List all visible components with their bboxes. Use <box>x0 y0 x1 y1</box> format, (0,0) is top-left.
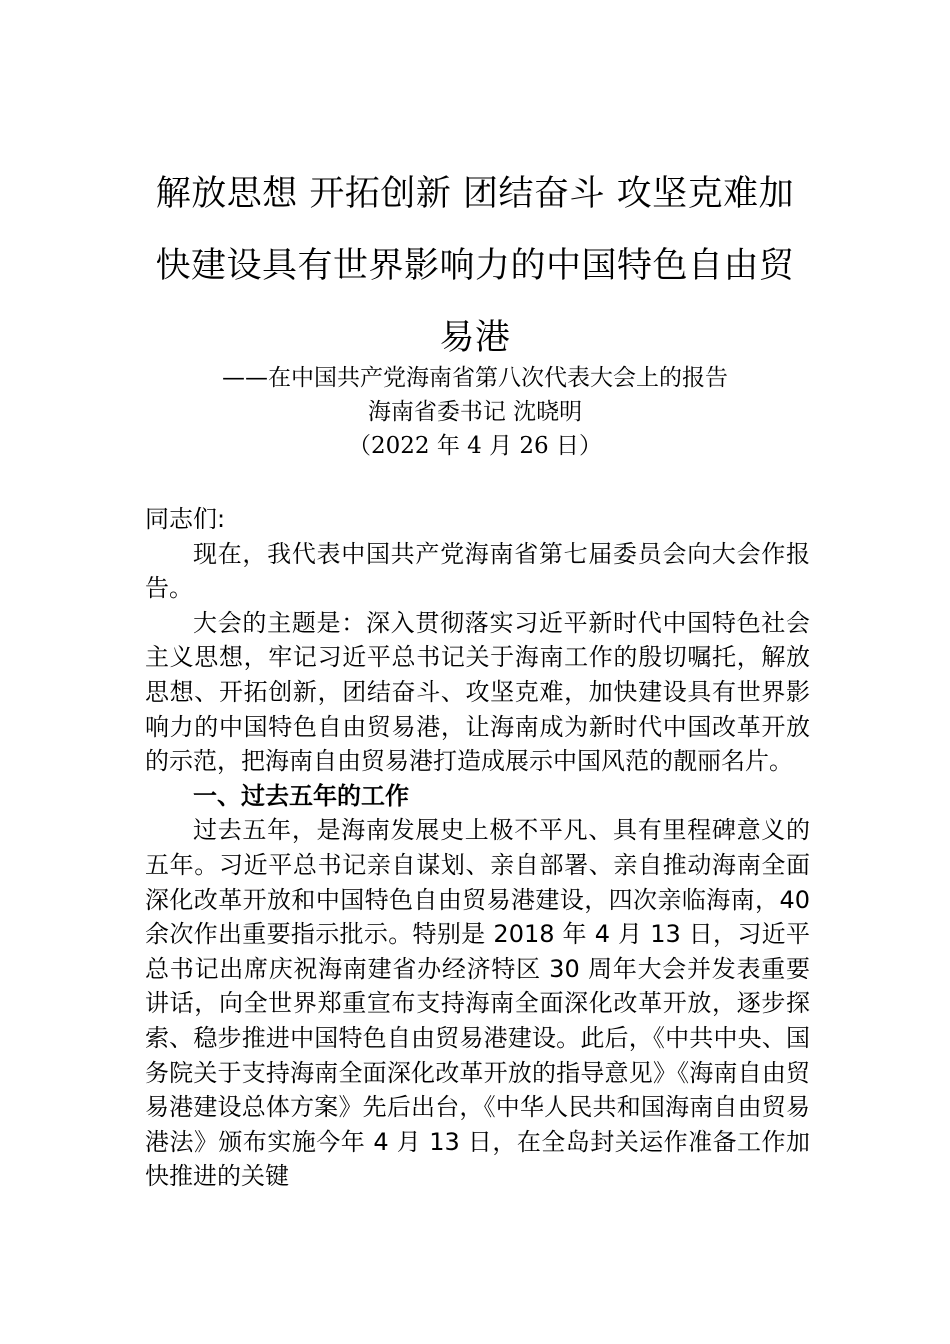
document-title <box>140 158 810 374</box>
salutation: 同志们: <box>145 505 226 533</box>
paragraph-theme: 大会的主题是：深入贯彻落实习近平新时代中国特色社会主义思想，牢记习近平总书记关于海南工作的殷切嘱托，解放思想、开拓创新，团结奋斗、攻坚克难，加快建设具有世界影响力的中国特色自由贸易港，让海南成为新时代中国改革开放的示范，把海南自由贸易港打造成展示中国风范的靓丽名片。 <box>145 608 810 776</box>
report-date: （2022 年 4 月 26 日） <box>348 433 602 459</box>
report-subtitle: ——在中国共产党海南省第八次代表大会上的报告 <box>222 365 728 391</box>
document-body <box>145 502 810 1194</box>
paragraph-past-five-years: 过去五年，是海南发展史上极不平凡、具有里程碑意义的五年。习近平总书记亲自谋划、亲自部署、亲自推动海南全面深化改革开放和中国特色自由贸易港建设，四次亲临海南，40 余次作出重要指示批示。特别是 2018 年 4 月 13 日，习近平总书记出席庆祝海南建省办经济特区 30 周年大会并发表重要讲话，向全世界郑重宣布支持海南全面深化改革开放，逐步探索、稳步推进中国特色自由贸易港建设。此后，《中共中央、国务院关于支持海南全面深化改革开放的指导意见》《海南自由贸易港建设总体方案》先后出台，《中华人民共和国海南自由贸易港法》颁布实施今年 4 月 13 日，在全岛封关运作准备工作加快推进的关键 <box>145 816 810 1191</box>
title-line-3: 易港 <box>439 318 511 358</box>
title-line-1: 解放思想 开拓创新 团结奋斗 攻坚克难加 <box>155 174 795 214</box>
report-author: 海南省委书记 沈晓明 <box>367 399 583 425</box>
section-heading: 一、过去五年的工作 <box>193 781 409 810</box>
paragraph-intro: 现在，我代表中国共产党海南省第七届委员会向大会作报告。 <box>145 539 810 603</box>
title-line-2: 快建设具有世界影响力的中国特色自由贸 <box>155 246 795 286</box>
